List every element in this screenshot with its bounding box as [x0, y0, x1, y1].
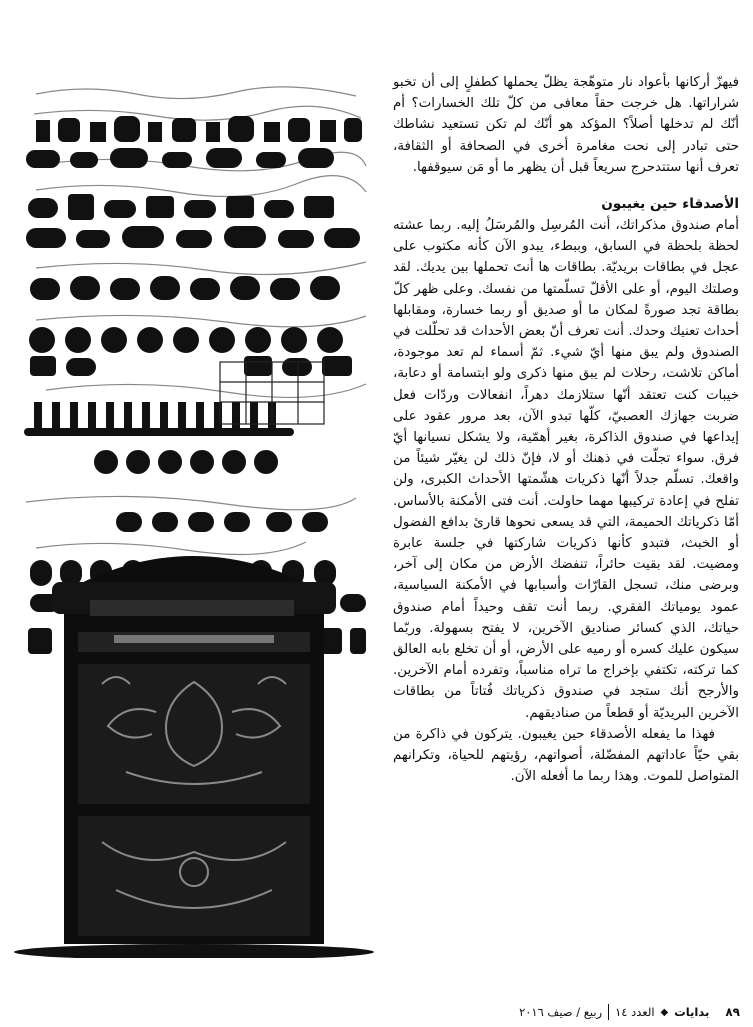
closing-paragraph: فهذا ما يفعله الأصدقاء حين يغيبون. يتركون في ذاكرة من بقي حيّاً عاداتهم المفضّلة، أصواتهم، رؤيتهم للحياة، وتكرانهم المتواصل للموت. وهذا ربما ما أفعله الآن. [393, 726, 739, 785]
intro-paragraph: فيهزّ أركانها بأعواد نار متوهّجة يظلّ يحملها كطفلٍ إلى أن تخبو شراراتها. هل خرجت حقاً معافى من كلّ تلك الخسارات؟ أم أنّك لم تدخلها أصلاً؟ المؤكد هو أنّك لم تكن تستعيد نشاطك حتى تبادر إلى نحت مغامرة أخرى في الصحافة أو الثقافة، تعرف أنها ستتدحرج سريعاً قبل أن يظهر ما أو مَن سيوقفها. [393, 75, 739, 175]
section-heading: الأصدقاء حين يغيبون [601, 196, 739, 213]
diamond-icon: ◆ [660, 1006, 669, 1018]
article-body [393, 72, 739, 788]
footer-divider [608, 1004, 609, 1020]
issue-number: العدد ١٤ [615, 1005, 655, 1019]
letterbox-calligraphy-artwork [6, 72, 378, 958]
page-number: ٨٩ [725, 1005, 740, 1019]
section-paragraph: أمام صندوق مذكراتك، أنت المُرسِل والمُرسَلُ إليه. ربما عشته لحظة بلحظة في السابق، وببطء، يبدو الآن كأنه مكتوب على عجل في بطاقات بريديّة. بطاقات ها أنتَ تحملها بين يديك. لقد وصلتك اليوم، أو على الأقلّ تسلّمتها من نفسك. وعلى ظهر كلّ بطاقة تجد صورةً لمكان ما أو صديق أو ربما خسارة، ومقابلها أحداث تعنيك وحدك. أنت تعرف أنّ بعض الأحداث قد تحلّلت في الصندوق ولم يبق منها أيّ شيء. ثمّ أسماء لم تعد موجودة، أماكن تلاشت، رحلات لم يبق منها ذكرى ولو ابتسامة أو دعابة، خيبات كنت تعتقد أنّها ستلازمك دهراً، انفعالات وردّات فعل ضربت جهازك العصبيّ، كلّها تبدو الآن، بعد مرور عقود على إيداعها في صندوق الذاكرة، بغير أهمّية، ولا يشكل نسيانها أيّ فرق. سواء تجلّت في ذهنك أو لا، فإنّ ذلك لن يغيّر شيئاً من واقعك. تسلّم جدلاً أنّها ذكريات هشّمتها الأحداث الكبرى، ولن تفلح في إعادة تركيبها مهما حاولت. أنت فتى الأمكنة بالأساس. أمّا ذكرياتك الحميمة، التي قد يسعى نحوها قارئ بدافع الفضول أو الخبث، فتبدو كأنها ذكريات شاركتها في جلسة عابرة ومضيت. لقد بقيت حائراً، تنفضك الأرض من مكان إلى آخر، وبرضى منك، تسجل القارّات وأسبابها في الأمكنة السياسية، عمود يومياتك الفقري. ربما أنت تقف وحيداً أمام صندوق حياتك، الذي كسائر صناديق الآخرين، لا يفتح بسهولة. وربّما سيكون عليك كسره أو رميه على الأرض، أو أن تخلع بابه العالق كما تركته، تكتفي بإخراج ما تراه مناسباً، وتفرده أمام الآخرين. والأرجح أنك ستجد في صندوق ذكرياتك فُتاتاً من بطاقات الآخرين البريديّة أو قطعاً من صناديقهم. [393, 218, 739, 721]
magazine-name: بدايات [674, 1005, 710, 1019]
page-footer [470, 1003, 740, 1021]
issue-season: ربيع / صيف ٢٠١٦ [519, 1005, 603, 1019]
